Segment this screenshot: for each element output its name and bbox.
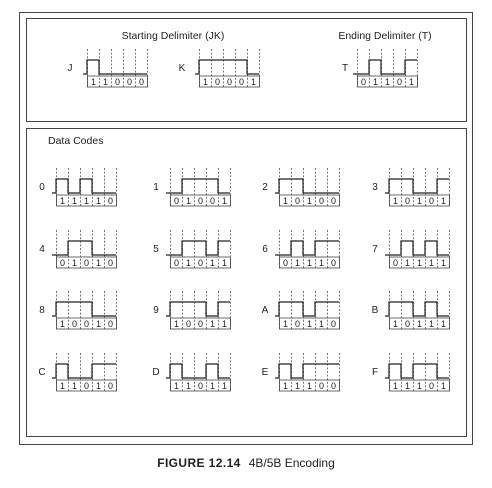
symbol-label: K xyxy=(178,63,186,74)
data-code-1 xyxy=(153,168,230,206)
symbol-label: 3 xyxy=(372,182,378,193)
ending-delimiter-title: Ending Delimiter (T) xyxy=(338,30,432,42)
symbol-label: T xyxy=(341,63,349,74)
bit-digit: 1 xyxy=(83,195,90,206)
bit-digit: 0 xyxy=(428,195,435,206)
bit-digit: 0 xyxy=(282,257,289,268)
bit-digit: 1 xyxy=(318,257,325,268)
bit-digit: 1 xyxy=(404,380,411,391)
signal-waveform xyxy=(385,179,449,193)
bit-digit: 1 xyxy=(202,76,209,87)
signal-waveform xyxy=(275,179,339,193)
bit-digit: 1 xyxy=(95,257,102,268)
bit-digit: 1 xyxy=(392,380,399,391)
signal-waveform xyxy=(275,364,339,378)
caption-number: FIGURE 12.14 xyxy=(157,456,241,470)
symbol-label: 5 xyxy=(153,244,159,255)
delimiter-symbol-k xyxy=(179,49,260,87)
symbol-label: 8 xyxy=(39,305,45,316)
bit-digit: 0 xyxy=(114,76,121,87)
bit-digit: 0 xyxy=(330,195,337,206)
data-code-f xyxy=(372,353,450,391)
figure-caption xyxy=(0,456,492,470)
symbol-label: A xyxy=(261,305,269,316)
symbol-label: J xyxy=(67,63,73,74)
signal-waveform xyxy=(353,60,417,74)
bit-digit: 0 xyxy=(238,76,245,87)
bit-digit: 1 xyxy=(71,380,78,391)
bit-digit: 0 xyxy=(404,318,411,329)
bit-digit: 1 xyxy=(71,257,78,268)
bit-digit: 0 xyxy=(138,76,145,87)
bit-digit: 1 xyxy=(384,76,391,87)
starting-delimiter-title: Starting Delimiter (JK) xyxy=(121,30,225,42)
bit-digit: 1 xyxy=(440,195,447,206)
data-code-5 xyxy=(153,230,230,268)
bit-digit: 0 xyxy=(214,76,221,87)
bit-digit: 1 xyxy=(221,195,228,206)
bit-digit: 1 xyxy=(185,195,192,206)
bit-digit: 1 xyxy=(306,195,313,206)
bit-digit: 0 xyxy=(197,257,204,268)
bit-digit: 0 xyxy=(107,380,114,391)
bit-digit: 0 xyxy=(83,318,90,329)
bit-digit: 0 xyxy=(107,257,114,268)
bit-digit: 0 xyxy=(209,195,216,206)
bit-digit: 1 xyxy=(416,318,423,329)
signal-waveform xyxy=(52,179,116,193)
bit-digit: 1 xyxy=(428,318,435,329)
bit-digit: 0 xyxy=(294,318,301,329)
signal-waveform xyxy=(385,364,449,378)
bit-digit: 0 xyxy=(318,195,325,206)
signal-waveform xyxy=(52,364,116,378)
bit-digit: 0 xyxy=(294,195,301,206)
bit-digit: 1 xyxy=(221,318,228,329)
bit-digit: 0 xyxy=(107,195,114,206)
signal-waveform xyxy=(385,302,449,316)
bit-digit: 1 xyxy=(59,380,66,391)
bit-digit: 1 xyxy=(318,318,325,329)
data-code-6 xyxy=(262,230,339,268)
delimiter-symbol-t xyxy=(342,49,418,87)
data-code-a xyxy=(262,291,340,329)
data-code-8 xyxy=(39,291,116,329)
bit-digit: 1 xyxy=(294,380,301,391)
bit-digit: 1 xyxy=(404,257,411,268)
symbol-label: B xyxy=(371,305,379,316)
bit-digit: 0 xyxy=(360,76,367,87)
signal-waveform xyxy=(195,60,259,74)
bit-digit: 1 xyxy=(392,318,399,329)
bit-digit: 0 xyxy=(226,76,233,87)
bit-digit: 1 xyxy=(95,195,102,206)
symbol-label: 0 xyxy=(39,182,45,193)
symbol-label: 4 xyxy=(39,244,45,255)
bit-digit: 0 xyxy=(173,257,180,268)
bit-digit: 1 xyxy=(95,318,102,329)
bit-digit: 0 xyxy=(330,257,337,268)
bit-digit: 1 xyxy=(102,76,109,87)
signal-waveform xyxy=(166,241,230,255)
bit-digit: 1 xyxy=(294,257,301,268)
bit-digit: 1 xyxy=(209,380,216,391)
symbol-label: C xyxy=(38,367,46,378)
bit-digit: 1 xyxy=(221,257,228,268)
bit-digit: 1 xyxy=(440,257,447,268)
bit-digit: 1 xyxy=(209,318,216,329)
bit-digit: 1 xyxy=(416,257,423,268)
bit-digit: 1 xyxy=(250,76,257,87)
bit-digit: 1 xyxy=(440,380,447,391)
bit-digit: 1 xyxy=(416,380,423,391)
bit-digit: 1 xyxy=(440,318,447,329)
bit-digit: 1 xyxy=(221,380,228,391)
signal-waveform xyxy=(166,179,230,193)
data-code-b xyxy=(372,291,450,329)
bit-digit: 0 xyxy=(404,195,411,206)
signal-waveform xyxy=(385,241,449,255)
bit-digit: 0 xyxy=(318,380,325,391)
bit-digit: 1 xyxy=(185,257,192,268)
data-code-7 xyxy=(372,230,449,268)
bit-digit: 0 xyxy=(185,318,192,329)
data-code-4 xyxy=(39,230,116,268)
bit-digit: 1 xyxy=(90,76,97,87)
bit-digit: 0 xyxy=(83,257,90,268)
symbol-label: E xyxy=(261,367,269,378)
bit-digit: 1 xyxy=(282,195,289,206)
symbol-label: 2 xyxy=(262,182,268,193)
data-code-d xyxy=(152,353,230,391)
signal-waveform xyxy=(52,241,116,255)
bit-digit: 0 xyxy=(428,380,435,391)
data-code-e xyxy=(262,353,340,391)
bit-digit: 0 xyxy=(71,318,78,329)
symbol-label: 7 xyxy=(372,244,378,255)
bit-digit: 0 xyxy=(59,257,66,268)
bit-digit: 1 xyxy=(282,318,289,329)
symbol-diagrams xyxy=(38,49,449,391)
bit-digit: 0 xyxy=(83,380,90,391)
bit-digit: 0 xyxy=(197,380,204,391)
bit-digit: 1 xyxy=(416,195,423,206)
bit-digit: 0 xyxy=(197,318,204,329)
bit-digit: 0 xyxy=(126,76,133,87)
data-code-0 xyxy=(39,168,116,206)
bit-digit: 1 xyxy=(59,195,66,206)
symbol-label: D xyxy=(152,367,160,378)
bit-digit: 1 xyxy=(306,318,313,329)
bit-digit: 1 xyxy=(185,380,192,391)
bit-digit: 1 xyxy=(173,380,180,391)
symbol-label: 6 xyxy=(262,244,268,255)
bit-digit: 1 xyxy=(306,257,313,268)
signal-waveform xyxy=(83,60,147,74)
symbol-label: F xyxy=(371,367,379,378)
delimiter-symbol-j xyxy=(68,49,148,87)
bit-digit: 0 xyxy=(330,318,337,329)
bit-digit: 1 xyxy=(59,318,66,329)
bit-digit: 1 xyxy=(71,195,78,206)
data-code-2 xyxy=(262,168,339,206)
bit-digit: 0 xyxy=(197,195,204,206)
signal-waveform xyxy=(52,302,116,316)
bit-digit: 0 xyxy=(107,318,114,329)
bit-digit: 0 xyxy=(396,76,403,87)
data-code-3 xyxy=(372,168,449,206)
bit-digit: 0 xyxy=(173,195,180,206)
bit-digit: 1 xyxy=(392,195,399,206)
signal-waveform xyxy=(275,302,339,316)
signal-waveform xyxy=(166,364,230,378)
caption-text: 4B/5B Encoding xyxy=(248,456,335,470)
bit-digit: 1 xyxy=(95,380,102,391)
bit-digit: 1 xyxy=(282,380,289,391)
signal-waveform xyxy=(275,241,339,255)
symbol-label: 1 xyxy=(153,182,159,193)
bit-digit: 1 xyxy=(408,76,415,87)
data-code-c xyxy=(38,353,116,391)
bit-digit: 0 xyxy=(330,380,337,391)
bit-digit: 0 xyxy=(392,257,399,268)
data-codes-title: Data Codes xyxy=(48,135,104,147)
bit-digit: 1 xyxy=(306,380,313,391)
bit-digit: 1 xyxy=(428,257,435,268)
symbol-label: 9 xyxy=(153,305,159,316)
bit-digit: 1 xyxy=(209,257,216,268)
data-code-9 xyxy=(153,291,230,329)
bit-digit: 1 xyxy=(173,318,180,329)
bit-digit: 1 xyxy=(372,76,379,87)
signal-waveform xyxy=(166,302,230,316)
